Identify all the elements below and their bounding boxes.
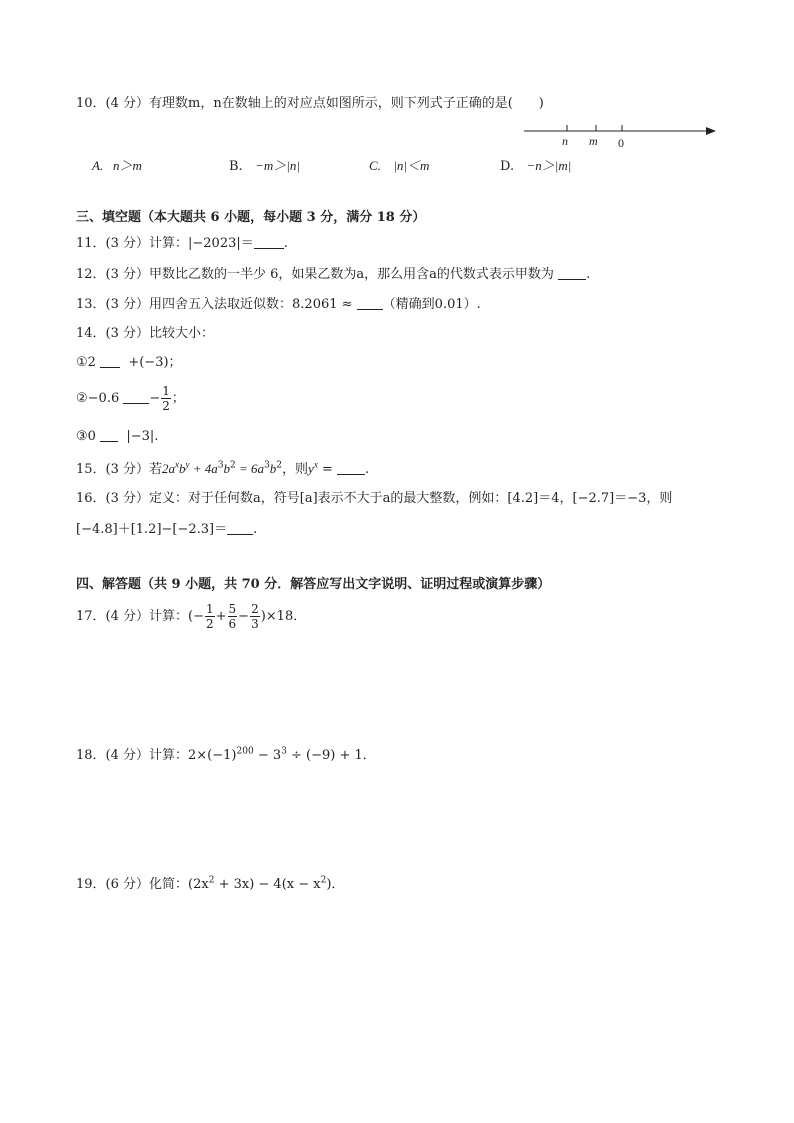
q12-answer-blank[interactable] xyxy=(558,267,586,280)
q10-option-c[interactable]: C. |n|＜m xyxy=(369,158,430,173)
q16-line2: [−4.8]＋[1.2]−[−2.3]＝ . xyxy=(76,522,258,537)
section4-heading: 四、解答题（共 9 小题，共 70 分．解答应写出文字说明、证明过程或演算步骤） xyxy=(76,577,551,592)
numberline-label-0: 0 xyxy=(618,136,624,150)
number-line xyxy=(520,118,720,150)
q14-item-1: ①2 +(−3)； xyxy=(76,355,182,370)
q14-blank-3[interactable] xyxy=(100,429,118,442)
q16-answer-blank[interactable] xyxy=(227,522,253,535)
q16-line1: 16．(3 分）定义：对于任何数a，符号[a]表示不大于a的最大整数，例如：[4.2]＝4，[−2.7]＝−3，则 xyxy=(76,491,673,506)
q10-option-b[interactable]: B. −m＞|n| xyxy=(229,158,300,174)
numberline-label-m: m xyxy=(589,134,598,148)
fraction-one-half: $\frac{1}{2}$ xyxy=(162,384,170,413)
q14-item-3: ③0 |−3|. xyxy=(76,429,159,444)
q15-answer-blank[interactable] xyxy=(337,462,365,475)
numberline-label-n: n xyxy=(562,134,568,148)
q10-option-a[interactable]: A. n＞m xyxy=(92,158,142,173)
q11-answer-blank[interactable] xyxy=(254,236,284,249)
q14-stem: 14．(3 分）比较大小： xyxy=(76,326,215,341)
q17: 17．(4 分）计算：(− $\frac{1}{2}$ + $\frac{5}{6}$ − $\frac{2}{3}$ )×18． xyxy=(76,602,307,631)
q13: 13．(3 分）用四舍五入法取近似数：8.2061 ≈ （精确到0.01）. xyxy=(76,297,481,312)
q11: 11．(3 分）计算：|−2023|＝ . xyxy=(76,236,288,251)
q12: 12．(3 分）甲数比乙数的一半少 6，如果乙数为a，那么用含a的代数式表示甲数为 . xyxy=(76,267,591,282)
q10-option-d[interactable]: D. −n＞|m| xyxy=(500,158,572,174)
q14-blank-2[interactable] xyxy=(123,391,149,404)
q14-blank-1[interactable] xyxy=(100,355,120,368)
q14-item-2: ②−0.6 − $\frac{1}{2}$ ； xyxy=(76,384,185,413)
section3-heading: 三、填空题（本大题共 6 小题，每小题 3 分，满分 18 分） xyxy=(76,210,426,225)
q19: 19．(6 分）化简：$(2x^2 + 3x) - 4(x - x^2)$． xyxy=(76,875,345,892)
q18: 18．(4 分）计算：$2\times(-1)^{200} - 3^3 \div (-9) + 1$． xyxy=(76,746,376,763)
q13-answer-blank[interactable] xyxy=(357,297,383,310)
q10-stem: 10．(4 分）有理数m，n在数轴上的对应点如图所示，则下列式子正确的是( ) xyxy=(76,96,544,111)
q15: 15．(3 分）若$2a^xb^y + 4a^3b^2 = 6a^3b^2$，则$y^x$ = . xyxy=(76,459,370,477)
